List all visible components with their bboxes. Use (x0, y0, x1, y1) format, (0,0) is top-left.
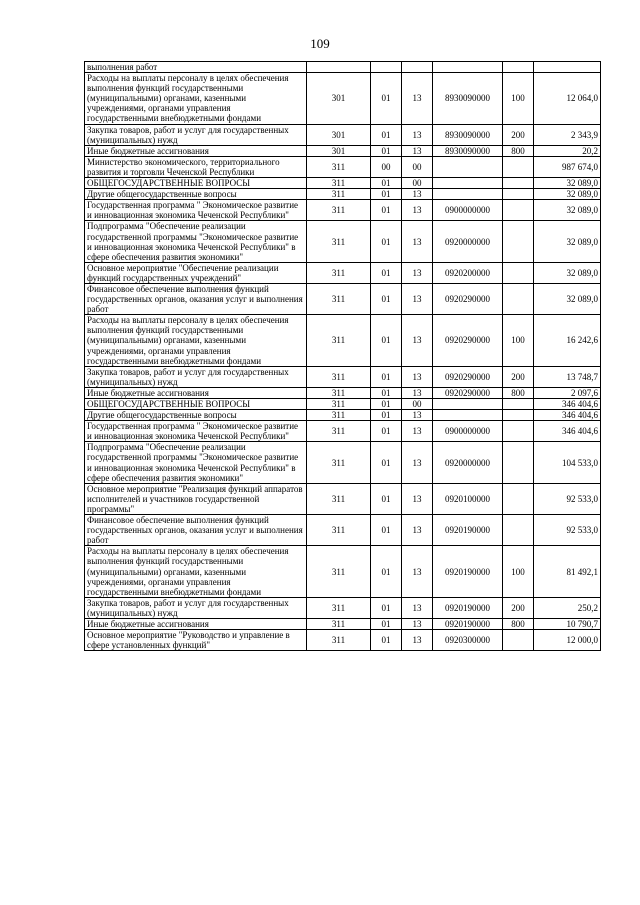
row-section-code (371, 62, 402, 73)
row-subsection-code: 13 (402, 442, 433, 483)
row-target-article: 0920290000 (433, 283, 503, 314)
row-name: Иные бюджетные ассигнования (85, 145, 307, 156)
row-name: Финансовое обеспечение выполнения функций государственных органов, оказания услуг и выполнения работ (85, 515, 307, 546)
table-row (85, 410, 601, 421)
row-subsection-code: 13 (402, 618, 433, 629)
row-target-article: 0920100000 (433, 483, 503, 514)
row-name: Финансовое обеспечение выполнения функций государственных органов, оказания услуг и выполнения работ (85, 283, 307, 314)
row-grbs-code: 311 (307, 156, 371, 177)
row-target-article (433, 156, 503, 177)
row-name: Подпрограмма "Обеспечение реализации государственной программы "Экономическое развитие и инновационная экономика Чеченской Республики" в сфере обеспечения развития экономики" (85, 221, 307, 262)
row-expense-type (503, 442, 534, 483)
row-name: Подпрограмма "Обеспечение реализации государственной программы "Экономическое развитие и инновационная экономика Чеченской Республики" в сфере обеспечения развития экономики" (85, 442, 307, 483)
row-amount: 10 790,7 (534, 618, 601, 629)
row-grbs-code: 311 (307, 387, 371, 398)
row-grbs-code: 311 (307, 410, 371, 421)
row-target-article: 8930090000 (433, 124, 503, 145)
row-target-article: 0920190000 (433, 618, 503, 629)
row-amount: 32 089,0 (534, 189, 601, 200)
row-amount: 346 404,6 (534, 421, 601, 442)
table-row (85, 387, 601, 398)
row-grbs-code: 311 (307, 189, 371, 200)
row-grbs-code: 311 (307, 178, 371, 189)
row-name: Расходы на выплаты персоналу в целях обеспечения выполнения функций государственными (муниципальными) органами, казенными учреждениями, органами управления государственными внебюджетными фондами (85, 315, 307, 366)
row-section-code: 01 (371, 315, 402, 366)
row-subsection-code: 13 (402, 124, 433, 145)
row-name: ОБЩЕГОСУДАРСТВЕННЫЕ ВОПРОСЫ (85, 178, 307, 189)
row-subsection-code: 00 (402, 178, 433, 189)
row-subsection-code: 13 (402, 145, 433, 156)
table-row (85, 483, 601, 514)
row-grbs-code: 311 (307, 366, 371, 387)
row-name: Государственная программа " Экономическое развитие и инновационная экономика Чеченской Республики" (85, 200, 307, 221)
row-section-code: 01 (371, 387, 402, 398)
row-expense-type (503, 515, 534, 546)
row-subsection-code: 13 (402, 421, 433, 442)
row-section-code: 01 (371, 597, 402, 618)
row-amount: 12 064,0 (534, 73, 601, 124)
row-target-article (433, 410, 503, 421)
row-section-code: 01 (371, 178, 402, 189)
row-name: Государственная программа " Экономическое развитие и инновационная экономика Чеченской Республики" (85, 421, 307, 442)
row-amount: 32 089,0 (534, 262, 601, 283)
budget-table (84, 61, 601, 651)
row-subsection-code: 13 (402, 546, 433, 597)
row-amount (534, 62, 601, 73)
row-subsection-code: 13 (402, 410, 433, 421)
table-row (85, 189, 601, 200)
row-section-code: 01 (371, 630, 402, 651)
table-row (85, 597, 601, 618)
row-expense-type: 200 (503, 366, 534, 387)
row-name: Закупка товаров, работ и услуг для государственных (муниципальных) нужд (85, 124, 307, 145)
row-name: Основное мероприятие "Реализация функций аппаратов исполнителей и участников государственной программы" (85, 483, 307, 514)
row-subsection-code: 13 (402, 283, 433, 314)
row-subsection-code: 13 (402, 315, 433, 366)
row-subsection-code: 13 (402, 221, 433, 262)
row-amount: 32 089,0 (534, 178, 601, 189)
row-expense-type (503, 62, 534, 73)
row-subsection-code: 13 (402, 366, 433, 387)
row-subsection-code: 13 (402, 483, 433, 514)
row-amount: 16 242,6 (534, 315, 601, 366)
row-amount: 20,2 (534, 145, 601, 156)
row-name: Закупка товаров, работ и услуг для государственных (муниципальных) нужд (85, 597, 307, 618)
table-row (85, 315, 601, 366)
row-name: Закупка товаров, работ и услуг для государственных (муниципальных) нужд (85, 366, 307, 387)
row-grbs-code: 311 (307, 399, 371, 410)
row-grbs-code (307, 62, 371, 73)
table-row (85, 630, 601, 651)
row-section-code: 01 (371, 515, 402, 546)
row-subsection-code: 13 (402, 200, 433, 221)
table-row (85, 366, 601, 387)
row-grbs-code: 311 (307, 315, 371, 366)
row-target-article: 0920290000 (433, 366, 503, 387)
row-name: Иные бюджетные ассигнования (85, 618, 307, 629)
row-amount: 13 748,7 (534, 366, 601, 387)
row-amount: 2 343,9 (534, 124, 601, 145)
table-row (85, 618, 601, 629)
row-target-article: 8930090000 (433, 73, 503, 124)
row-section-code: 01 (371, 366, 402, 387)
row-subsection-code: 13 (402, 73, 433, 124)
table-row (85, 221, 601, 262)
table-row (85, 156, 601, 177)
row-expense-type (503, 630, 534, 651)
row-expense-type (503, 483, 534, 514)
table-row (85, 124, 601, 145)
row-amount: 32 089,0 (534, 283, 601, 314)
row-grbs-code: 301 (307, 73, 371, 124)
row-section-code: 01 (371, 421, 402, 442)
row-expense-type (503, 189, 534, 200)
row-name: Другие общегосударственные вопросы (85, 410, 307, 421)
row-amount: 32 089,0 (534, 221, 601, 262)
row-name: ОБЩЕГОСУДАРСТВЕННЫЕ ВОПРОСЫ (85, 399, 307, 410)
row-section-code: 01 (371, 262, 402, 283)
row-section-code: 01 (371, 73, 402, 124)
table-row (85, 283, 601, 314)
row-section-code: 01 (371, 221, 402, 262)
row-expense-type (503, 410, 534, 421)
row-grbs-code: 311 (307, 515, 371, 546)
row-expense-type: 800 (503, 145, 534, 156)
table-row (85, 178, 601, 189)
row-grbs-code: 301 (307, 124, 371, 145)
row-section-code: 01 (371, 399, 402, 410)
row-grbs-code: 311 (307, 200, 371, 221)
row-expense-type (503, 156, 534, 177)
row-amount: 346 404,6 (534, 399, 601, 410)
row-grbs-code: 301 (307, 145, 371, 156)
row-target-article (433, 399, 503, 410)
row-target-article: 0920290000 (433, 387, 503, 398)
row-target-article: 0920300000 (433, 630, 503, 651)
row-grbs-code: 311 (307, 618, 371, 629)
row-grbs-code: 311 (307, 597, 371, 618)
row-target-article: 8930090000 (433, 145, 503, 156)
row-grbs-code: 311 (307, 283, 371, 314)
row-target-article: 0920190000 (433, 515, 503, 546)
row-expense-type (503, 221, 534, 262)
table-row (85, 145, 601, 156)
row-name: Другие общегосударственные вопросы (85, 189, 307, 200)
row-subsection-code: 13 (402, 189, 433, 200)
row-grbs-code: 311 (307, 630, 371, 651)
row-subsection-code: 13 (402, 515, 433, 546)
row-name: Основное мероприятие "Обеспечение реализации функций государственных учреждений" (85, 262, 307, 283)
row-amount: 346 404,6 (534, 410, 601, 421)
row-grbs-code: 311 (307, 421, 371, 442)
table-row (85, 442, 601, 483)
row-expense-type (503, 421, 534, 442)
table-row (85, 399, 601, 410)
row-subsection-code: 13 (402, 630, 433, 651)
row-subsection-code (402, 62, 433, 73)
row-name: Иные бюджетные ассигнования (85, 387, 307, 398)
row-name: Расходы на выплаты персоналу в целях обеспечения выполнения функций государственными (муниципальными) органами, казенными учреждениями, органами управления государственными внебюджетными фондами (85, 73, 307, 124)
row-name: Министерство экономического, территориального развития и торговли Чеченской Республики (85, 156, 307, 177)
row-target-article (433, 178, 503, 189)
row-subsection-code: 13 (402, 387, 433, 398)
row-amount: 92 533,0 (534, 483, 601, 514)
row-section-code: 01 (371, 483, 402, 514)
row-target-article: 0920290000 (433, 315, 503, 366)
row-subsection-code: 00 (402, 156, 433, 177)
row-subsection-code: 00 (402, 399, 433, 410)
row-amount: 32 089,0 (534, 200, 601, 221)
row-grbs-code: 311 (307, 442, 371, 483)
row-amount: 2 097,6 (534, 387, 601, 398)
row-target-article: 0920200000 (433, 262, 503, 283)
row-expense-type (503, 200, 534, 221)
row-amount: 81 492,1 (534, 546, 601, 597)
table-row (85, 62, 601, 73)
row-expense-type: 800 (503, 387, 534, 398)
row-amount: 12 000,0 (534, 630, 601, 651)
row-target-article (433, 62, 503, 73)
row-name: выполнения работ (85, 62, 307, 73)
row-target-article: 0920190000 (433, 597, 503, 618)
row-section-code: 01 (371, 145, 402, 156)
table-row (85, 200, 601, 221)
row-expense-type (503, 178, 534, 189)
row-grbs-code: 311 (307, 262, 371, 283)
row-grbs-code: 311 (307, 221, 371, 262)
table-row (85, 421, 601, 442)
row-expense-type: 100 (503, 546, 534, 597)
row-target-article: 0920000000 (433, 442, 503, 483)
row-section-code: 01 (371, 410, 402, 421)
row-target-article (433, 189, 503, 200)
row-section-code: 00 (371, 156, 402, 177)
table-row (85, 546, 601, 597)
row-expense-type: 200 (503, 597, 534, 618)
row-section-code: 01 (371, 618, 402, 629)
row-target-article: 0900000000 (433, 200, 503, 221)
row-grbs-code: 311 (307, 483, 371, 514)
table-row (85, 262, 601, 283)
row-expense-type (503, 283, 534, 314)
row-amount: 250,2 (534, 597, 601, 618)
row-target-article: 0920190000 (433, 546, 503, 597)
table-row (85, 73, 601, 124)
row-amount: 92 533,0 (534, 515, 601, 546)
row-expense-type (503, 399, 534, 410)
row-section-code: 01 (371, 546, 402, 597)
row-expense-type: 200 (503, 124, 534, 145)
row-subsection-code: 13 (402, 262, 433, 283)
row-section-code: 01 (371, 442, 402, 483)
row-section-code: 01 (371, 283, 402, 314)
row-grbs-code: 311 (307, 546, 371, 597)
table-row (85, 515, 601, 546)
row-subsection-code: 13 (402, 597, 433, 618)
row-section-code: 01 (371, 189, 402, 200)
row-expense-type: 800 (503, 618, 534, 629)
row-amount: 104 533,0 (534, 442, 601, 483)
row-target-article: 0920000000 (433, 221, 503, 262)
row-expense-type: 100 (503, 73, 534, 124)
row-section-code: 01 (371, 124, 402, 145)
row-expense-type (503, 262, 534, 283)
row-name: Основное мероприятие "Руководство и управление в сфере установленных функций" (85, 630, 307, 651)
row-name: Расходы на выплаты персоналу в целях обеспечения выполнения функций государственными (муниципальными) органами, казенными учреждениями, органами управления государственными внебюджетными фондами (85, 546, 307, 597)
row-section-code: 01 (371, 200, 402, 221)
row-target-article: 0900000000 (433, 421, 503, 442)
row-amount: 987 674,0 (534, 156, 601, 177)
page-number: 109 (310, 36, 330, 51)
row-expense-type: 100 (503, 315, 534, 366)
